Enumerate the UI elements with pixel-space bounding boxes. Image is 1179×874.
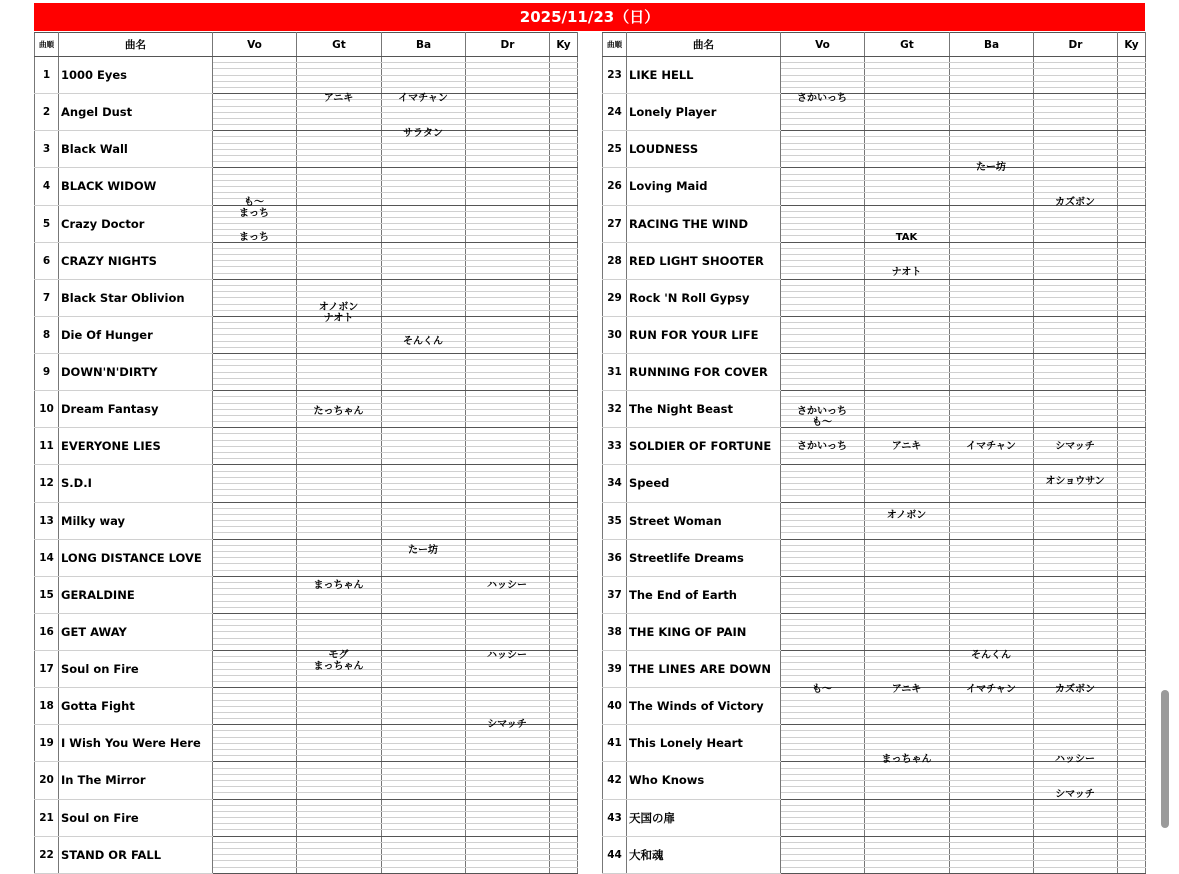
song-title: RUNNING FOR COVER (627, 354, 781, 391)
song-title: The Night Beast (627, 391, 781, 428)
song-title: Black Wall (59, 131, 213, 168)
member-name: たー坊 (976, 162, 1006, 174)
setlist-table-right (602, 32, 1146, 874)
song-title: LIKE HELL (627, 57, 781, 94)
song-order-number: 12 (35, 465, 59, 502)
song-order-number: 27 (603, 205, 627, 242)
song-order-number: 26 (603, 168, 627, 205)
song-title: RACING THE WIND (627, 205, 781, 242)
column-header: 曲順 (603, 33, 627, 57)
song-title: GET AWAY (59, 613, 213, 650)
member-name: まっち (239, 232, 269, 243)
song-title: BLACK WIDOW (59, 168, 213, 205)
song-order-number: 23 (603, 57, 627, 94)
song-order-number: 1 (35, 57, 59, 94)
song-title: Black Star Oblivion (59, 279, 213, 316)
member-name: イマチャン (966, 440, 1016, 452)
song-order-number: 25 (603, 131, 627, 168)
member-name: シマッチ (487, 719, 527, 731)
song-title: SOLDIER OF FORTUNE (627, 428, 781, 465)
song-order-number: 6 (35, 242, 59, 279)
song-order-number: 24 (603, 94, 627, 131)
column-header: Ky (1118, 33, 1146, 57)
song-order-number: 37 (603, 576, 627, 613)
song-title: THE KING OF PAIN (627, 613, 781, 650)
member-name: まっちゃん (313, 660, 364, 672)
song-title: CRAZY NIGHTS (59, 242, 213, 279)
song-order-number: 13 (35, 502, 59, 539)
column-header: Gt (297, 33, 382, 57)
song-order-number: 11 (35, 428, 59, 465)
song-order-number: 15 (35, 576, 59, 613)
song-title: Gotta Fight (59, 688, 213, 725)
column-header: Ba (950, 33, 1034, 57)
member-name: モグ (328, 649, 349, 661)
song-order-number: 2 (35, 94, 59, 131)
song-order-number: 35 (603, 502, 627, 539)
song-order-number: 29 (603, 279, 627, 316)
song-title: Who Knows (627, 762, 781, 799)
song-title: The End of Earth (627, 576, 781, 613)
song-order-number: 4 (35, 168, 59, 205)
song-title: Die Of Hunger (59, 316, 213, 353)
member-name: ナオト (323, 312, 354, 324)
member-name: シマッチ (1055, 788, 1095, 800)
member-name: ハッシー (487, 580, 527, 591)
song-order-number: 39 (603, 651, 627, 688)
song-title: Angel Dust (59, 94, 213, 131)
song-order-number: 18 (35, 688, 59, 725)
song-order-number: 20 (35, 762, 59, 799)
column-header: Ba (382, 33, 466, 57)
column-header: 曲名 (59, 33, 213, 57)
member-name: カズボン (1055, 684, 1095, 696)
member-name: イマチャン (398, 92, 448, 104)
member-name: イマチャン (966, 684, 1016, 696)
song-order-number: 21 (35, 799, 59, 836)
setlist-table-left (34, 32, 578, 874)
cell-ky[interactable] (1118, 867, 1146, 873)
member-name: さかいっち (797, 440, 847, 452)
song-order-number: 41 (603, 725, 627, 762)
cell-gt[interactable] (865, 867, 950, 873)
cell-ba[interactable] (382, 867, 466, 873)
member-name: ハッシー (1055, 754, 1095, 765)
member-name: TAK (895, 232, 918, 243)
song-title: 天国の扉 (627, 799, 781, 836)
song-order-number: 31 (603, 354, 627, 391)
member-name: まっちゃん (881, 754, 932, 765)
column-header: Ky (550, 33, 578, 57)
member-name: そんくん (403, 336, 443, 348)
song-title: Rock 'N Roll Gypsy (627, 279, 781, 316)
song-title: Street Woman (627, 502, 781, 539)
song-order-number: 22 (35, 836, 59, 873)
song-title: Speed (627, 465, 781, 502)
cell-vo[interactable] (781, 867, 865, 873)
song-title: In The Mirror (59, 762, 213, 799)
song-title: Soul on Fire (59, 799, 213, 836)
song-order-number: 36 (603, 539, 627, 576)
member-name: オショウサン (1045, 475, 1105, 487)
song-title: Milky way (59, 502, 213, 539)
member-name: シマッチ (1055, 440, 1095, 452)
song-order-number: 17 (35, 651, 59, 688)
member-name: そんくん (971, 649, 1011, 661)
member-name: も～ (812, 417, 832, 428)
song-order-number: 43 (603, 799, 627, 836)
song-order-number: 14 (35, 539, 59, 576)
song-order-number: 40 (603, 688, 627, 725)
song-title: The Winds of Victory (627, 688, 781, 725)
member-name: オノボン (318, 301, 359, 313)
member-name: まっち (239, 208, 269, 220)
song-title: GERALDINE (59, 576, 213, 613)
song-order-number: 32 (603, 391, 627, 428)
member-name: カズボン (1055, 197, 1095, 209)
header-row (603, 33, 1146, 57)
song-order-number: 42 (603, 762, 627, 799)
member-name: さかいっち (797, 406, 847, 417)
cell-ky[interactable] (550, 867, 578, 873)
member-name: たっちゃん (313, 406, 364, 417)
song-title: 1000 Eyes (59, 57, 213, 94)
column-header: Dr (466, 33, 550, 57)
cell-vo[interactable] (213, 867, 297, 873)
member-name: サラタン (403, 127, 443, 139)
column-header: Vo (781, 33, 865, 57)
song-title: Lonely Player (627, 94, 781, 131)
member-name: アニキ (891, 684, 922, 696)
song-title: STAND OR FALL (59, 836, 213, 873)
song-order-number: 8 (35, 316, 59, 353)
column-header: Vo (213, 33, 297, 57)
song-title: Dream Fantasy (59, 391, 213, 428)
song-order-number: 5 (35, 205, 59, 242)
song-title: I Wish You Were Here (59, 725, 213, 762)
song-title: Soul on Fire (59, 651, 213, 688)
song-title: DOWN'N'DIRTY (59, 354, 213, 391)
member-name: も～ (812, 684, 832, 696)
song-title: Streetlife Dreams (627, 539, 781, 576)
song-title: RUN FOR YOUR LIFE (627, 316, 781, 353)
member-name: オノボン (886, 510, 927, 522)
cell-gt[interactable] (297, 867, 382, 873)
song-title: Crazy Doctor (59, 205, 213, 242)
song-title: EVERYONE LIES (59, 428, 213, 465)
song-order-number: 10 (35, 391, 59, 428)
header-row (35, 33, 578, 57)
song-title: LONG DISTANCE LOVE (59, 539, 213, 576)
member-name: まっちゃん (313, 580, 364, 591)
song-title: THE LINES ARE DOWN (627, 651, 781, 688)
column-header: 曲名 (627, 33, 781, 57)
column-header: Gt (865, 33, 950, 57)
member-name: も～ (244, 197, 264, 209)
cell-dr[interactable] (466, 867, 550, 873)
member-name: さかいっち (797, 92, 847, 104)
song-order-number: 34 (603, 465, 627, 502)
song-order-number: 3 (35, 131, 59, 168)
cell-dr[interactable] (1034, 867, 1118, 873)
song-title: Loving Maid (627, 168, 781, 205)
song-order-number: 38 (603, 613, 627, 650)
song-order-number: 44 (603, 836, 627, 873)
column-header: Dr (1034, 33, 1118, 57)
member-name: ハッシー (487, 649, 527, 661)
song-order-number: 9 (35, 354, 59, 391)
cell-ba[interactable] (950, 867, 1034, 873)
song-order-number: 7 (35, 279, 59, 316)
member-name: ナオト (891, 266, 922, 278)
song-order-number: 28 (603, 242, 627, 279)
member-name: アニキ (891, 440, 922, 452)
member-name: たー坊 (408, 545, 438, 557)
song-title: LOUDNESS (627, 131, 781, 168)
vertical-scrollbar-thumb[interactable] (1161, 690, 1169, 828)
date-title-bar: 2025/11/23（日） (34, 3, 1145, 31)
member-name: アニキ (323, 92, 354, 104)
song-order-number: 19 (35, 725, 59, 762)
song-title: 大和魂 (627, 836, 781, 873)
column-header: 曲順 (35, 33, 59, 57)
song-title: S.D.I (59, 465, 213, 502)
song-order-number: 16 (35, 613, 59, 650)
song-title: RED LIGHT SHOOTER (627, 242, 781, 279)
song-order-number: 30 (603, 316, 627, 353)
song-order-number: 33 (603, 428, 627, 465)
song-title: This Lonely Heart (627, 725, 781, 762)
